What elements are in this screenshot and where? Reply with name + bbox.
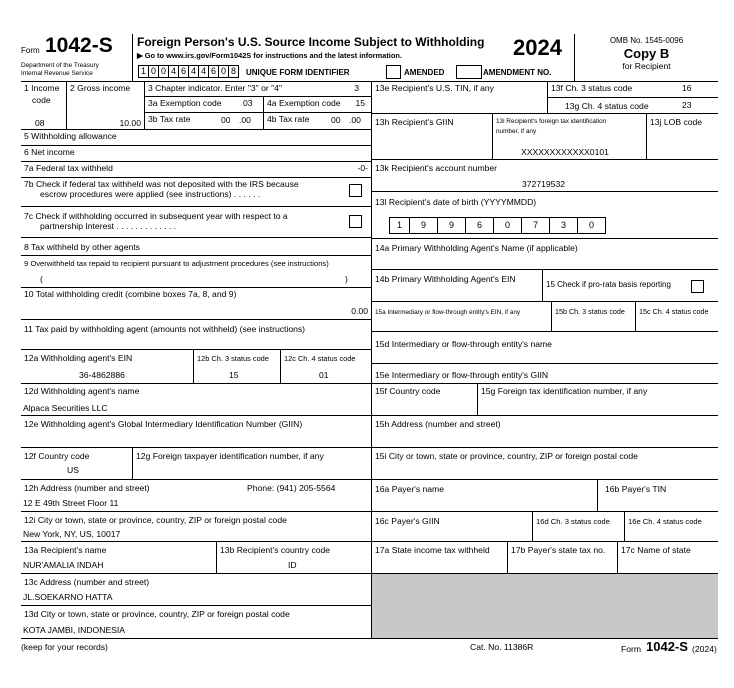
box-8-tax-withheld-other-agents[interactable] — [21, 238, 372, 256]
box-7c — [21, 207, 372, 238]
box-1-label-2: code — [32, 95, 51, 106]
box-15-checkbox[interactable] — [691, 280, 704, 293]
box-15i-label: 15i City or town, state or province, country, ZIP or foreign postal code — [375, 451, 638, 461]
box-7b-checkbox[interactable] — [349, 184, 362, 197]
box-13k-label: 13k Recipient's account number — [375, 163, 498, 173]
box-16c-payer-giin[interactable] — [372, 512, 533, 542]
box-3b-value-dec: .00 — [239, 115, 251, 125]
box-12f-country-code[interactable] — [21, 448, 133, 480]
form-id-block — [21, 34, 133, 82]
box-14a-primary-agent-name[interactable] — [372, 239, 718, 270]
form-word: Form — [21, 46, 40, 55]
tax-year: 2024 — [513, 35, 562, 60]
box-15e-label: 15e Intermediary or flow-through entity's GIIN — [375, 370, 549, 380]
box-13a-label: 13a Recipient's name — [24, 545, 107, 555]
box-16b-payer-tin[interactable] — [598, 480, 718, 512]
dob-digit: 9 — [437, 218, 465, 233]
box-15-pro-rata — [543, 270, 718, 302]
box-7b-label: 7b Check if federal tax withheld was not deposited with the IRS because — [24, 179, 299, 189]
box-13i-recipient-foreign-tin[interactable] — [493, 114, 647, 160]
box-9-paren-open: ( — [40, 274, 43, 284]
dob-digit: 3 — [549, 218, 577, 233]
catalog-number: Cat. No. 11386R — [470, 642, 534, 652]
amendment-no-label: AMENDMENT NO. — [483, 68, 552, 77]
box-14b-label: 14b Primary Withholding Agent's EIN — [375, 274, 516, 284]
box-12h-value: 12 E 49th Street Floor 11 — [23, 498, 119, 508]
box-15b-ch3-status[interactable] — [552, 302, 636, 332]
box-12i-label: 12i City or town, state or province, country, ZIP or foreign postal code — [24, 515, 287, 525]
dob-digit: 1 — [389, 218, 409, 233]
box-12h-label: 12h Address (number and street) — [24, 483, 150, 493]
box-15b-label: 15b Ch. 3 status code — [555, 307, 625, 316]
box-12h-agent-address[interactable] — [21, 480, 372, 512]
amendment-number-field[interactable] — [456, 65, 482, 79]
box-7b-label-2: escrow procedures were applied (see instructions) . . . . . . — [40, 189, 261, 200]
box-16a-payer-name[interactable] — [372, 480, 598, 512]
box-15a-label: 15a Intermediary or flow-through entity's EIN, if any — [375, 309, 521, 316]
box-12e-agent-giin[interactable] — [21, 416, 372, 448]
box-17b-label: 17b Payer's state tax no. — [511, 545, 606, 555]
box-4b-value-whole: 00 — [331, 115, 341, 125]
box-13g-ch4-status[interactable] — [548, 98, 718, 114]
box-17a-state-tax-withheld[interactable] — [372, 542, 508, 574]
box-3-label: 3 Chapter indicator. Enter "3" or "4" — [148, 83, 283, 93]
box-5-label: 5 Withholding allowance — [24, 131, 117, 141]
copy-sub: for Recipient — [622, 61, 671, 72]
keep-records-note: (keep for your records) — [21, 642, 108, 652]
box-3-chapter-indicator[interactable] — [145, 82, 372, 97]
instructions-link[interactable]: ▶ Go to www.irs.gov/Form1042S for instructions and the latest information. — [137, 51, 402, 60]
box-12c-label: 12c Ch. 4 status code — [284, 354, 356, 363]
box-13c-value: JL.SOEKARNO HATTA — [23, 592, 113, 602]
box-3a-value: 03 — [243, 98, 253, 108]
box-15d-intermediary-name[interactable] — [372, 332, 718, 364]
box-12i-value: New York, NY, US, 10017 — [23, 529, 121, 539]
box-9-overwithheld-tax[interactable] — [21, 256, 372, 288]
box-13d-recipient-city[interactable] — [21, 606, 372, 639]
box-16e-ch4-status[interactable] — [625, 512, 718, 542]
box-15h-address[interactable] — [372, 416, 718, 448]
box-17c-label: 17c Name of state — [621, 545, 691, 555]
box-16c-label: 16c Payer's GIIN — [375, 516, 440, 526]
box-13f-value: 16 — [682, 83, 692, 93]
box-13f-ch3-status[interactable] — [548, 82, 718, 98]
box-13l-label: 13l Recipient's date of birth (YYYYMMDD) — [375, 197, 537, 207]
box-13h-recipient-giin[interactable] — [372, 114, 493, 160]
box-12g-foreign-tin[interactable] — [133, 448, 372, 480]
box-3a-label: 3a Exemption code — [148, 98, 222, 108]
box-7b — [21, 178, 372, 207]
box-7a-value: -0- — [357, 163, 368, 173]
box-15e-intermediary-giin[interactable] — [372, 364, 718, 384]
box-4a-exemption-code[interactable] — [264, 97, 372, 113]
box-13e-recipient-us-tin[interactable] — [372, 82, 548, 114]
box-13a-recipient-name[interactable] — [21, 542, 217, 574]
amended-label: AMENDED — [404, 68, 445, 77]
amended-checkbox[interactable] — [386, 65, 401, 79]
box-13j-lob-code[interactable] — [647, 114, 718, 160]
footer-form-word: Form — [621, 644, 642, 654]
box-13e-label: 13e Recipient's U.S. TIN, if any — [375, 83, 494, 93]
box-12c-ch4-status[interactable] — [281, 350, 372, 384]
box-1-value: 08 — [35, 118, 45, 128]
ufi-digit: 6 — [178, 66, 188, 77]
form-number: 1042-S — [45, 34, 113, 57]
box-2-value: 10.00 — [119, 118, 141, 128]
dob-digit: 0 — [493, 218, 521, 233]
box-1-income-code[interactable] — [21, 82, 67, 130]
ufi-digit: 4 — [188, 66, 198, 77]
box-3b-label: 3b Tax rate — [148, 114, 191, 124]
ufi-digit: 0 — [218, 66, 228, 77]
box-7c-label: 7c Check if withholding occurred in subsequent year with respect to a — [24, 211, 288, 221]
box-4b-tax-rate[interactable] — [264, 113, 372, 130]
box-12f-label: 12f Country code — [24, 451, 90, 461]
dob-digit: 7 — [521, 218, 549, 233]
dept-line-1: Department of the Treasury — [21, 62, 99, 69]
box-16a-label: 16a Payer's name — [375, 484, 444, 494]
dob-digit: 0 — [577, 218, 605, 233]
box-12a-agent-ein[interactable] — [21, 350, 194, 384]
box-10-value: 0.00 — [351, 306, 368, 316]
box-12a-value: 36-4862886 — [79, 370, 125, 380]
footer-form-number: 1042-S — [646, 639, 688, 654]
ufi-digit: 0 — [158, 66, 168, 77]
box-13i-label: 13i Recipient's foreign tax identification — [496, 118, 607, 125]
box-12d-agent-name[interactable] — [21, 384, 372, 416]
box-12g-label: 12g Foreign taxpayer identification number, if any — [136, 451, 324, 461]
box-10-total-withholding-credit[interactable] — [21, 288, 372, 320]
box-7a-label: 7a Federal tax withheld — [24, 163, 113, 173]
box-9-paren-close: ) — [345, 274, 348, 284]
box-13d-label: 13d City or town, state or province, country, ZIP or foreign postal code — [24, 609, 290, 619]
footer-year: (2024) — [692, 644, 717, 654]
box-5-withholding-allowance[interactable] — [21, 130, 372, 146]
box-13d-value: KOTA JAMBI, INDONESIA — [23, 625, 126, 635]
box-16d-label: 16d Ch. 3 status code — [536, 517, 610, 526]
box-15f-country-code[interactable] — [372, 384, 478, 416]
box-13g-value: 23 — [682, 100, 692, 110]
box-12e-label: 12e Withholding agent's Global Intermediary Identification Number (GIIN) — [24, 419, 303, 429]
box-1-label: 1 Income — [24, 83, 60, 93]
box-13i-label-2: number, if any — [496, 128, 537, 136]
box-3-value: 3 — [354, 83, 359, 93]
box-8-label: 8 Tax withheld by other agents — [24, 242, 140, 252]
box-12d-label: 12d Withholding agent's name — [24, 386, 140, 396]
box-12b-ch3-status[interactable] — [194, 350, 281, 384]
dept-line-2: Internal Revenue Service — [21, 70, 93, 77]
box-13f-label: 13f Ch. 3 status code — [551, 83, 633, 93]
box-15-label: 15 Check if pro-rata basis reporting — [546, 280, 671, 289]
box-4b-label: 4b Tax rate — [267, 114, 310, 124]
box-12b-label: 12b Ch. 3 status code — [197, 354, 269, 363]
box-7c-label-2: partnership Interest . . . . . . . . . . . . . — [40, 221, 177, 232]
box-15i-city[interactable] — [372, 448, 718, 480]
dob-digit: 9 — [409, 218, 437, 233]
ufi-digit: 8 — [228, 66, 238, 77]
box-13h-label: 13h Recipient's GIIN — [375, 117, 454, 127]
ufi-digit: 4 — [198, 66, 208, 77]
box-12b-value: 15 — [229, 370, 239, 380]
box-17c-state-name[interactable] — [618, 542, 718, 574]
box-16d-ch3-status[interactable] — [533, 512, 625, 542]
box-3b-value-whole: 00 — [221, 115, 231, 125]
box-7c-checkbox[interactable] — [349, 215, 362, 228]
box-13c-label: 13c Address (number and street) — [24, 577, 150, 587]
box-13j-label: 13j LOB code — [650, 117, 703, 127]
box-13g-label: 13g Ch. 4 status code — [565, 101, 649, 111]
box-4a-label: 4a Exemption code — [267, 98, 341, 108]
dob-digit: 6 — [465, 218, 493, 233]
box-15h-label: 15h Address (number and street) — [375, 419, 501, 429]
box-11-label: 11 Tax paid by withholding agent (amounts not withheld) (see instructions) — [24, 324, 306, 334]
box-13b-recipient-country[interactable] — [217, 542, 372, 574]
box-13l-date-of-birth[interactable] — [372, 192, 718, 239]
box-2-label: 2 Gross income — [70, 83, 131, 93]
box-15f-label: 15f Country code — [375, 386, 441, 396]
box-4a-value: 15 — [355, 98, 365, 108]
box-12c-value: 01 — [319, 370, 329, 380]
box-12d-value: Alpaca Securities LLC — [23, 403, 108, 413]
ufi-digit: 1 — [138, 66, 148, 77]
box-11-tax-paid-by-agent[interactable] — [21, 320, 372, 350]
box-15c-label: 15c Ch. 4 status code — [639, 307, 709, 316]
form-title: Foreign Person's U.S. Source Income Subject to Withholding — [137, 35, 485, 49]
omb-number: OMB No. 1545-0096 — [609, 36, 684, 45]
box-13a-value: NUR'AMALIA INDAH — [23, 560, 104, 570]
unique-form-identifier — [138, 65, 239, 78]
ufi-digit: 6 — [208, 66, 218, 77]
box-12a-label: 12a Withholding agent's EIN — [24, 353, 133, 363]
box-6-label: 6 Net income — [24, 147, 75, 157]
box-16b-label: 16b Payer's TIN — [605, 484, 667, 494]
title-block — [133, 34, 574, 82]
ufi-digit: 4 — [168, 66, 178, 77]
dob-boxes — [389, 217, 606, 234]
box-13c-recipient-address[interactable] — [21, 574, 372, 606]
box-12h-phone: Phone: (941) 205-5564 — [247, 483, 336, 493]
box-9-label: 9 Overwithheld tax repaid to recipient pursuant to adjustment procedures (see instructions) — [24, 259, 329, 268]
box-15g-label: 15g Foreign tax identification number, if any — [481, 386, 648, 396]
box-17a-label: 17a State income tax withheld — [375, 545, 490, 555]
box-12i-agent-city[interactable] — [21, 512, 372, 542]
copy-label: Copy B — [623, 45, 670, 61]
ufi-digit: 0 — [148, 66, 158, 77]
box-15g-foreign-tin[interactable] — [478, 384, 718, 416]
box-10-label: 10 Total withholding credit (combine boxes 7a, 8, and 9) — [24, 289, 237, 299]
ufi-label: UNIQUE FORM IDENTIFIER — [246, 68, 350, 77]
box-6-net-income[interactable] — [21, 146, 372, 162]
box-7a-federal-tax-withheld[interactable] — [21, 162, 372, 178]
box-2-gross-income[interactable] — [67, 82, 145, 130]
box-13k-account-number[interactable] — [372, 160, 718, 192]
box-13i-value: XXXXXXXXXXXX0101 — [521, 147, 609, 157]
box-12f-value: US — [67, 465, 79, 475]
box-13b-label: 13b Recipient's country code — [220, 545, 331, 555]
box-14b-primary-agent-ein[interactable] — [372, 270, 543, 302]
shaded-area — [372, 574, 718, 639]
box-15c-ch4-status[interactable] — [636, 302, 718, 332]
box-13k-value: 372719532 — [522, 179, 566, 189]
box-16e-label: 16e Ch. 4 status code — [628, 517, 702, 526]
box-3b-tax-rate[interactable] — [145, 113, 264, 130]
box-4b-value-dec: .00 — [349, 115, 361, 125]
box-3a-exemption-code[interactable] — [145, 97, 264, 113]
box-15a-intermediary-ein[interactable] — [372, 302, 552, 332]
box-17b-payer-state-tax-no[interactable] — [508, 542, 618, 574]
omb-block — [574, 34, 718, 82]
box-15d-label: 15d Intermediary or flow-through entity's name — [375, 339, 552, 349]
box-13b-value: ID — [288, 560, 297, 570]
box-14a-label: 14a Primary Withholding Agent's Name (if applicable) — [375, 243, 578, 253]
